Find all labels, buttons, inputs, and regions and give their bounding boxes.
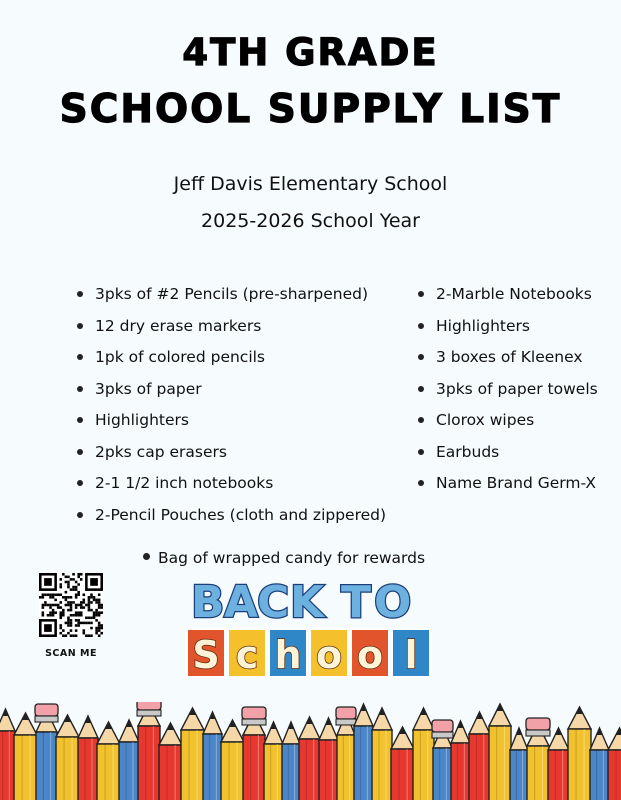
pencil-icon [451, 721, 470, 800]
list-item: 1pk of colored pencils [76, 348, 386, 380]
back-to-school-banner [183, 572, 433, 684]
pencil-icon [221, 720, 244, 800]
list-item: 2-Marble Notebooks [417, 285, 598, 317]
qr-code-icon[interactable] [39, 573, 103, 637]
banner-letter: K [290, 577, 325, 628]
pencil-icon [242, 707, 266, 800]
banner-tile [228, 629, 266, 677]
pencil-icon [608, 728, 621, 800]
banner-letter: C [257, 577, 290, 628]
list-item: 12 dry erase markers [76, 317, 386, 349]
pencil-icon [56, 715, 79, 800]
pencil-icon [299, 717, 320, 800]
list-item: 3pks of paper [76, 380, 386, 412]
list-item: 3pks of #2 Pencils (pre-sharpened) [76, 285, 386, 317]
banner-letter: c [235, 633, 259, 677]
pencil-icon [336, 707, 356, 800]
banner-letter: O [374, 577, 412, 628]
school-name: Jeff Davis Elementary School [173, 173, 448, 195]
banner-letter: o [356, 633, 384, 677]
pencil-icon [78, 716, 98, 800]
pencil-icon [35, 704, 58, 800]
pencil-icon [526, 718, 550, 800]
school-year: 2025-2026 School Year [201, 210, 420, 232]
pencil-icon [264, 722, 283, 800]
pencil-icon [391, 727, 414, 800]
extra-item-text: Bag of wrapped candy for rewards [158, 549, 426, 567]
list-item: 2-Pencil Pouches (cloth and zippered) [76, 506, 386, 538]
extra-supply-item [143, 549, 425, 567]
pencil-icon [282, 722, 300, 800]
list-item: Highlighters [76, 411, 386, 443]
title-line-1: 4TH GRADE [182, 31, 439, 74]
pencil-icon [203, 712, 222, 800]
pencil-icon [489, 704, 511, 800]
pencil-icon [319, 718, 338, 800]
banner-letter: T [341, 577, 372, 628]
list-item: Earbuds [417, 443, 598, 475]
pencil-icon [372, 708, 392, 800]
pencil-icon [590, 728, 609, 800]
pencil-border-icon [0, 702, 621, 800]
scan-me-caption: SCAN ME [45, 648, 97, 659]
banner-tile [392, 629, 430, 677]
banner-letter: l [404, 633, 418, 677]
list-item: 2pks cap erasers [76, 443, 386, 475]
pencil-icon [432, 720, 453, 800]
list-item: 2-1 1/2 inch notebooks [76, 474, 386, 506]
pencil-icon [97, 722, 120, 800]
pencil-icon [181, 708, 204, 800]
supply-list-right [417, 285, 598, 506]
supply-list-left [76, 285, 386, 537]
banner-letter: A [224, 577, 259, 628]
list-item: 3pks of paper towels [417, 380, 598, 412]
pencil-icon [413, 708, 434, 800]
pencil-icon [469, 712, 490, 800]
list-item: Clorox wipes [417, 411, 598, 443]
list-item: Highlighters [417, 317, 598, 349]
banner-letter: B [191, 577, 225, 628]
banner-letter: o [315, 633, 343, 677]
pencil-icon [354, 704, 373, 800]
banner-tile [310, 629, 348, 677]
pencil-icon [14, 713, 37, 800]
pencil-icon [0, 709, 15, 800]
banner-tile [187, 629, 225, 677]
pencil-icon [548, 728, 569, 800]
pencil-icon [137, 702, 161, 800]
list-item: Name Brand Germ-X [417, 474, 598, 506]
list-item: 3 boxes of Kleenex [417, 348, 598, 380]
pencil-icon [159, 723, 182, 800]
banner-letter: h [274, 633, 302, 677]
pencil-icon [119, 720, 139, 800]
banner-tile [351, 629, 389, 677]
banner-letter: S [192, 633, 220, 677]
pencil-icon [568, 707, 591, 800]
banner-tile [269, 629, 307, 677]
title-line-2: SCHOOL SUPPLY LIST [59, 87, 562, 132]
bullet-icon [143, 553, 150, 560]
pencil-icon [510, 728, 528, 800]
